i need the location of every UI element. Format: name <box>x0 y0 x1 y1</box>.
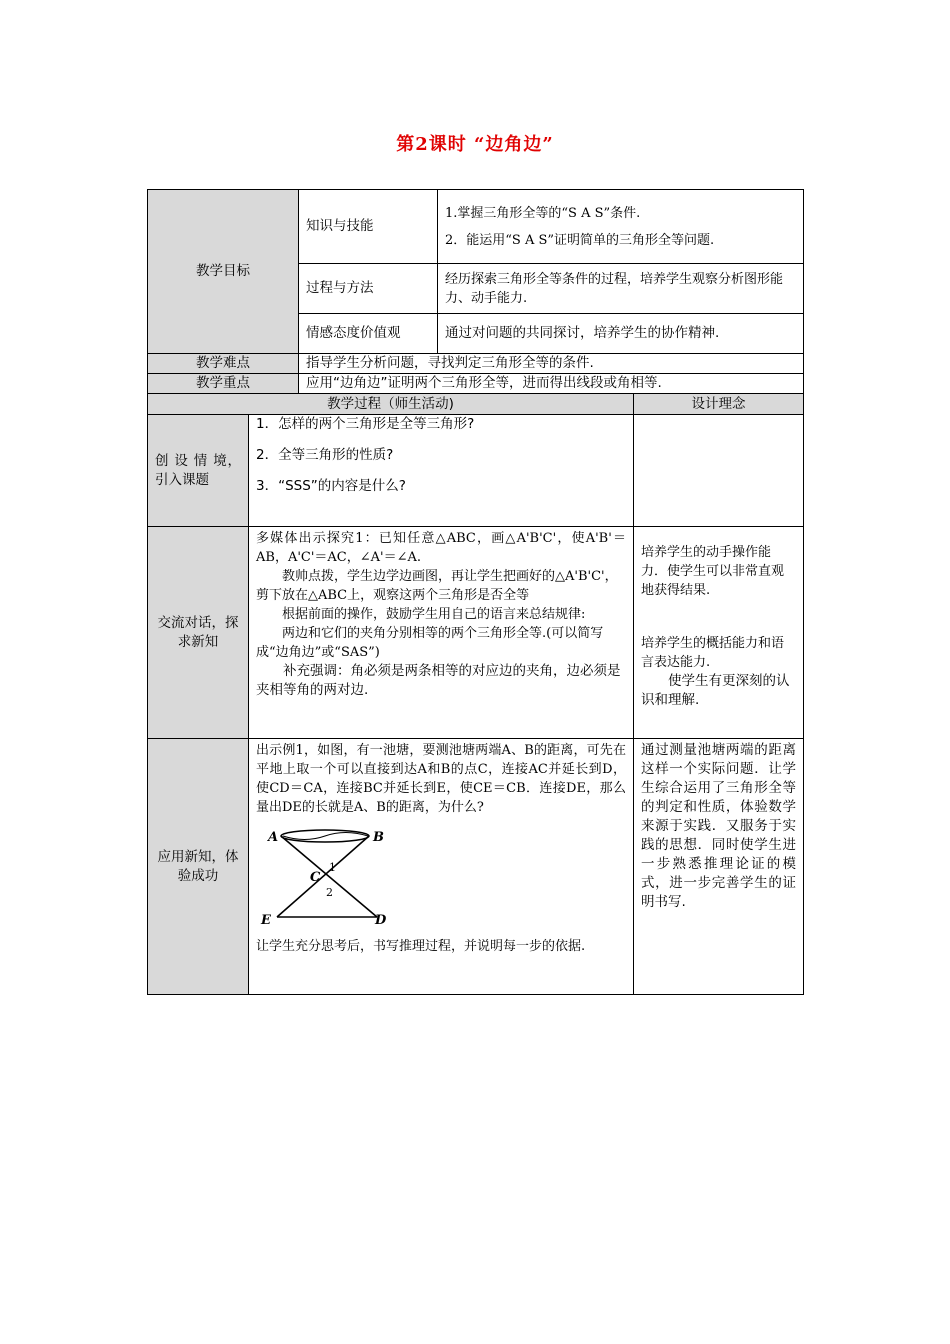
lesson-plan-table <box>147 189 804 995</box>
pond-figure <box>260 823 626 933</box>
explore-line-5: 补充强调：角必须是两条相等的对应边的夹角，边必须是夹相等角的两对边. <box>256 663 621 698</box>
explore-content <box>249 527 634 739</box>
explore-rationale-2: 培养学生的概括能力和语言表达能力. <box>641 636 785 670</box>
label-d: D <box>375 913 387 927</box>
rationale-header: 设计理念 <box>634 394 804 415</box>
intro-rationale <box>634 415 804 527</box>
segment-ad <box>281 836 377 917</box>
label-b: B <box>373 830 384 845</box>
difficulty-text: 指导学生分析问题，寻找判定三角形全等的条件. <box>299 354 804 374</box>
difficulty-label: 教学难点 <box>148 354 299 374</box>
label-c: C <box>310 870 321 885</box>
label-e: E <box>261 913 271 927</box>
label-angle-2: 2 <box>326 886 333 899</box>
segment-be <box>277 836 369 917</box>
objective-attitude-text: 通过对问题的共同探讨，培养学生的协作精神. <box>438 314 804 354</box>
explore-line-4: 两边和它们的夹角分别相等的两个三角形全等.(可以简写成“边角边”或“SAS”) <box>256 626 604 660</box>
explore-line-2: 教帅点拨，学生边学边画图，再让学生把画好的△A'B'C'，剪下放在△ABC上，观察这两个三角形是否全等 <box>256 569 618 603</box>
objective-knowledge-text <box>438 190 804 264</box>
objective-category-process: 过程与方法 <box>299 264 438 314</box>
intro-question-3: 3．“SSS”的内容是什么? <box>256 478 406 494</box>
intro-question-1: 1．怎样的两个三角形是全等三角形? <box>256 416 475 432</box>
apply-example: 出示例1，如图，有一池塘，要测池塘两端A、B的距离，可先在平地上取一个可以直接到达A和B的点C，连接AC并延长到D，使CD＝CA，连接BC并延长到E，使CE＝CB．连接DE，那么量出DE的长就是A、B的距离，为什么? <box>256 743 626 815</box>
explore-line-3: 根据前面的操作，鼓励学生用自己的语言来总结规律: <box>282 607 586 622</box>
apply-content <box>249 739 634 995</box>
apply-instruction: 让学生充分思考后，书写推理过程，并说明每一步的依据. <box>256 939 586 954</box>
key-point-text: 应用“边角边”证明两个三角形全等，进而得出线段或角相等. <box>299 374 804 394</box>
objective-category-attitude: 情感态度价值观 <box>299 314 438 354</box>
objective-category-knowledge: 知识与技能 <box>299 190 438 264</box>
label-a: A <box>268 830 279 845</box>
explore-line-1: 多媒体出示探究1：已知任意△ABC，画△A'B'C'，使A'B'＝AB，A'C'＝AC，∠A'＝∠A. <box>256 531 626 565</box>
explore-rationale-3: 使学生有更深刻的认识和理解. <box>641 673 790 708</box>
apply-stage-label: 应用新知，体验成功 <box>148 739 249 995</box>
objective-knowledge-item-2: 2．能运用“S A S”证明简单的三角形全等问题. <box>445 232 715 248</box>
explore-rationale <box>634 527 804 739</box>
objective-knowledge-item-1: 1.掌握三角形全等的“S A S”条件. <box>445 205 641 221</box>
page-title: 第2课时 “边角边” <box>396 134 554 155</box>
label-angle-1: 1 <box>329 861 336 874</box>
objectives-label: 教学目标 <box>148 190 299 354</box>
key-point-label: 教学重点 <box>148 374 299 394</box>
objective-process-text: 经历探索三角形全等条件的过程，培养学生观察分析图形能力、动手能力. <box>438 264 804 314</box>
process-header: 教学过程（师生活动) <box>148 394 634 415</box>
explore-rationale-1: 培养学生的动手操作能力．使学生可以非常直观地获得结果. <box>641 545 785 598</box>
intro-stage-label: 创 设 情 境，引入课题 <box>148 415 249 527</box>
intro-question-2: 2．全等三角形的性质? <box>256 447 394 463</box>
apply-rationale: 通过测量池塘两端的距离这样一个实际问题．让学生综合运用了三角形全等的判定和性质，体验数学来源于实践．又服务于实践的思想．同时使学生进一步熟悉推理论证的模式，进一步完善学生的证明书写. <box>634 739 804 995</box>
explore-stage-label: 交流对话，探求新知 <box>148 527 249 739</box>
intro-content <box>249 415 634 527</box>
pond-diagram <box>260 823 390 927</box>
